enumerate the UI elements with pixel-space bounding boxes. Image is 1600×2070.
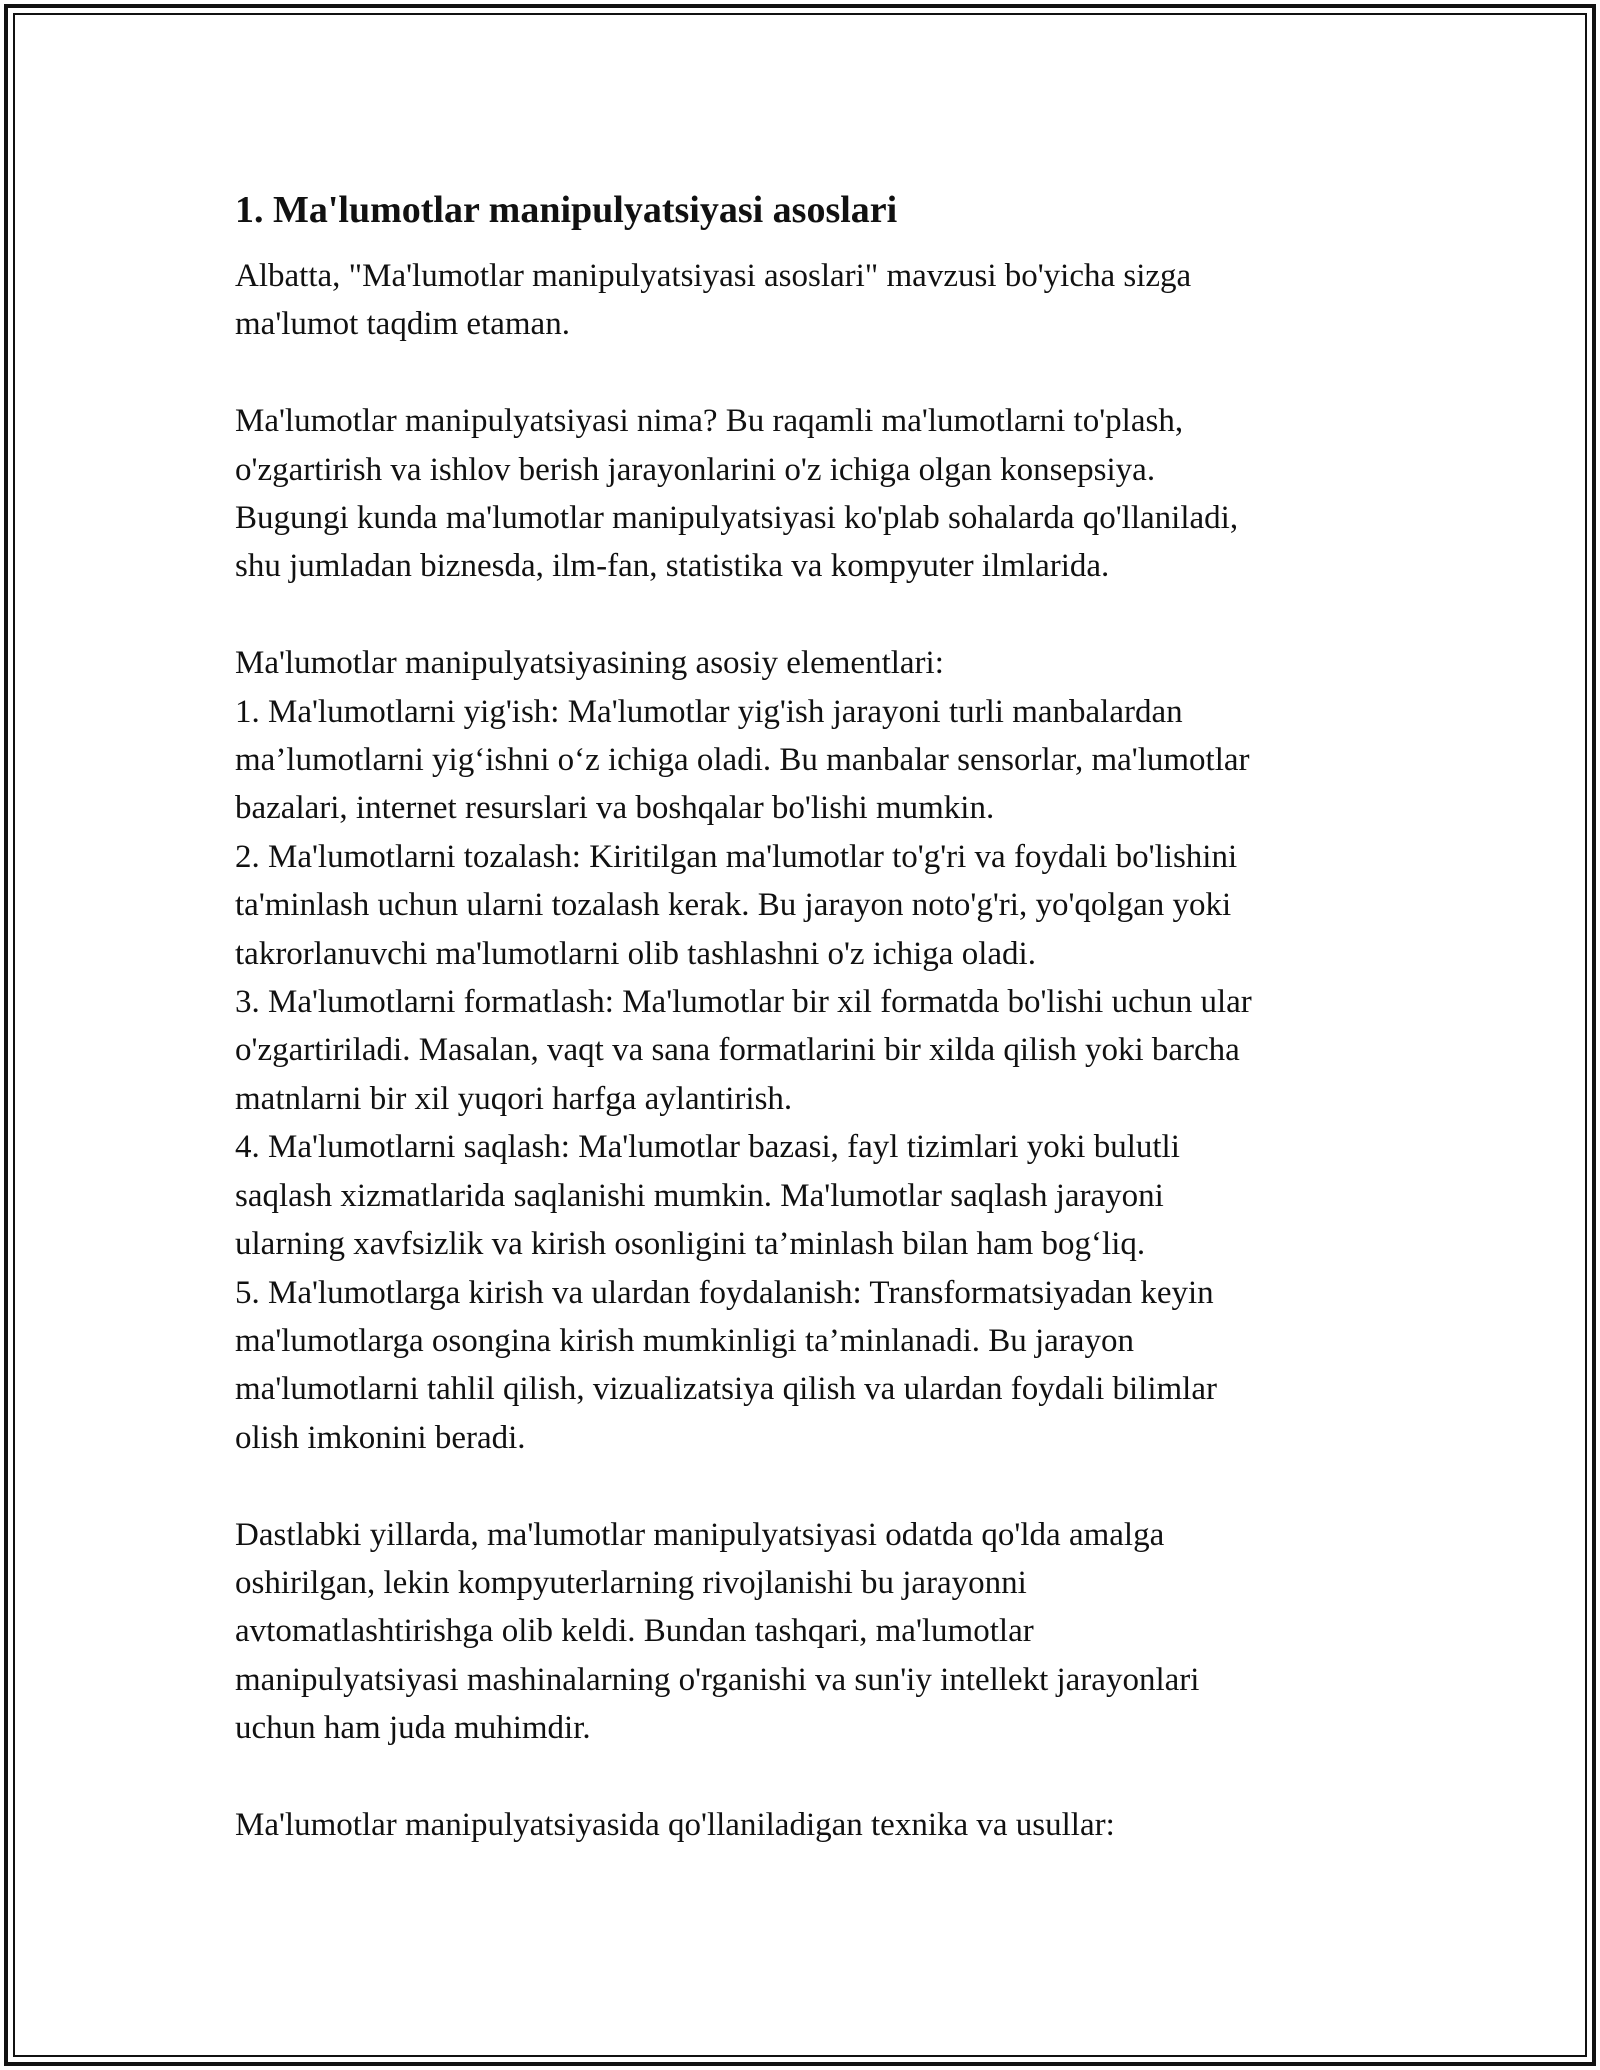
document-body bbox=[235, 186, 1375, 1849]
section-heading: 1. Ma'lumotlar manipulyatsiyasi asoslari bbox=[235, 189, 898, 231]
paragraph-intro: Albatta, "Ma'lumotlar manipulyatsiyasi asoslari" mavzusi bo'yicha sizga ma'lumot taqdim etaman. bbox=[235, 258, 1192, 343]
paragraph-elements-list: Ma'lumotlar manipulyatsiyasining asosiy elementlari: 1. Ma'lumotlarni yig'ish: Ma'lumotlar yig'ish jarayoni turli manbalardan ma’lumotlarni yig‘ishni o‘z ichiga oladi. Bu manbalar sensorlar, ma'lumotlar bazalari, internet resurslari va boshqalar bo'lishi mumkin. 2. Ma'lumotlarni tozalash: Kiritilgan ma'lumotlar to'g'ri va foydali bo'lishini ta'minlash uchun ularni tozalash kerak. Bu jarayon noto'g'ri, yo'qolgan yoki takrorlanuvchi ma'lumotlarni olib tashlashni o'z ichiga oladi. 3. Ma'lumotlarni formatlash: Ma'lumotlar bir xil formatda bo'lishi uchun ular o'zgartiriladi. Masalan, vaqt va sana formatlarini bir xilda qilish yoki barcha matnlarni bir xil yuqori harfga aylantirish. 4. Ma'lumotlarni saqlash: Ma'lumotlar bazasi, fayl tizimlari yoki bulutli saqlash xizmatlarida saqlanishi mumkin. Ma'lumotlar saqlash jarayoni ularning xavfsizlik va kirish osonligini ta’minlash bilan ham bog‘liq. 5. Ma'lumotlarga kirish va ulardan foydalanish: Transformatsiyadan keyin ma'lumotlarga osongina kirish mumkinligi ta’minlanadi. Bu jarayon ma'lumotlarni tahlil qilish, vizualizatsiya qilish va ulardan foydali bilimlar olish imkonini beradi. bbox=[235, 645, 1252, 1456]
paragraph-history: Dastlabki yillarda, ma'lumotlar manipulyatsiyasi odatda qo'lda amalga oshirilgan, lekin kompyuterlarning rivojlanishi bu jarayonni avtomatlashtirishga olib keldi. Bundan tashqari, ma'lumotlar manipulyatsiyasi mashinalarning o'rganishi va sun'iy intellekt jarayonlari uchun ham juda muhimdir. bbox=[235, 1516, 1200, 1747]
paragraph-definition: Ma'lumotlar manipulyatsiyasi nima? Bu raqamli ma'lumotlarni to'plash, o'zgartirish va ishlov berish jarayonlarini o'z ichiga olgan konsepsiya. Bugungi kunda ma'lumotlar manipulyatsiyasi ko'plab sohalarda qo'llaniladi, shu jumladan biznesda, ilm-fan, statistika va kompyuter ilmlarida. bbox=[235, 403, 1239, 585]
paragraph-techniques-intro: Ma'lumotlar manipulyatsiyasida qo'llaniladigan texnika va usullar: bbox=[235, 1806, 1115, 1843]
